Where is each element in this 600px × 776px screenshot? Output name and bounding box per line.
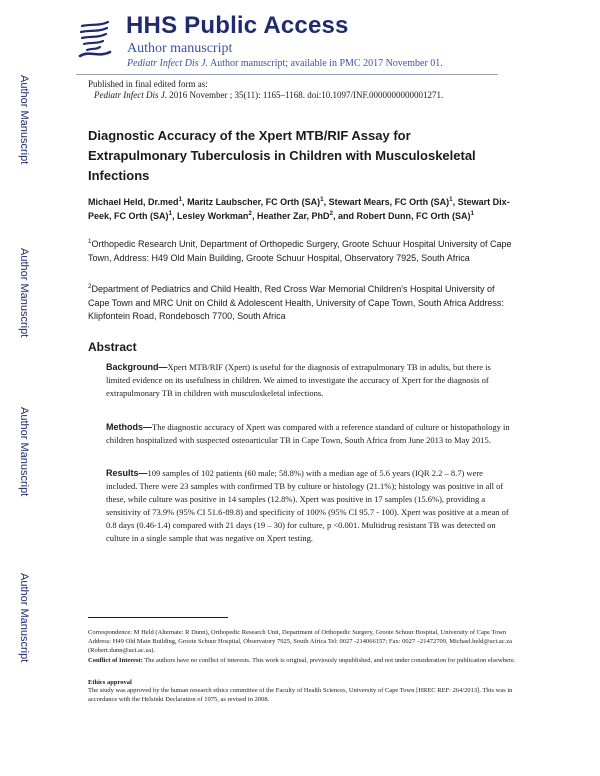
author-list <box>88 196 518 223</box>
methods-label: Methods— <box>106 422 152 432</box>
author-affiliation-mark: 1 <box>470 209 475 217</box>
affiliation-1 <box>88 238 518 265</box>
author-name: Michael Held, Dr.med <box>88 197 179 207</box>
ethics-heading: Ethics approval <box>88 679 132 686</box>
author-affiliation-mark: 2 <box>248 209 252 217</box>
affiliation-number: 2 <box>88 283 92 290</box>
affiliation-text: Department of Pediatrics and Child Health, Red Cross War Memorial Children's Hospital University of Cape Town and MRC Unit on Child & Adolescent Health, University of Cape Town, South Africa Address: Klipfontein Road, Rondebosch 7700, South Africa <box>88 284 504 321</box>
journal-availability <box>127 58 443 69</box>
author-separator: , <box>182 197 188 207</box>
author-name: Lesley Workman <box>177 210 249 221</box>
abstract-results <box>106 467 511 545</box>
sidebar-label-author-manuscript: Author Manuscript <box>18 248 30 338</box>
hhs-eagle-logo-icon <box>76 16 114 62</box>
abstract-heading: Abstract <box>88 340 137 354</box>
author-separator: , and <box>333 210 357 221</box>
affiliation-number: 1 <box>88 238 92 245</box>
author-separator: , <box>251 210 257 221</box>
citation-details: 2016 November ; 35(11): 1165–1168. doi:10.1097/INF.0000000000001271. <box>166 90 444 100</box>
header-divider <box>76 74 498 75</box>
citation-journal: Pediatr Infect Dis J. <box>94 90 167 100</box>
footnote-divider <box>88 617 228 618</box>
affiliation-2 <box>88 283 518 324</box>
hhs-public-access-title: HHS Public Access <box>126 12 349 39</box>
author-name: Maritz Laubscher, FC Orth (SA) <box>187 197 321 207</box>
abstract-methods <box>106 421 511 447</box>
availability-text: Author manuscript; available in PMC 2017 November 01. <box>208 58 443 69</box>
results-label: Results— <box>106 468 148 478</box>
author-name: Stewart Dix-Peek, FC Orth (SA) <box>88 197 510 221</box>
author-affiliation-mark: 1 <box>320 196 324 203</box>
author-name: Robert Dunn, FC Orth (SA) <box>356 210 471 221</box>
background-text: Xpert MTB/RIF (Xpert) is useful for the diagnosis of extrapulmonary TB in adults, but there is limited evidence on its usefulness in children. We aimed to investigate the accuracy of Xpert for the diagnosis of extrapulmonary TB in children with musculoskeletal infections. <box>106 362 491 398</box>
affiliation-text: Orthopedic Research Unit, Department of Orthopedic Surgery, Groote Schuur Hospital University of Cape Town, Address: H49 Old Main Building, Groote Schuur Hospital, Observatory 7925, South Africa <box>88 239 512 263</box>
correspondence-footnote: Correspondence: M Held (Alternate: R Dunn), Orthopedic Research Unit, Department of Orthopedic Surgery, Groote Schuur Hospital, University of Cape Town Address: H49 Old Main Building, Groote Schuur Hospital, Observatory 7925, South Africa Tel: 0027 -214066157; Fax: 0027 –21472709, Michael.held@uct.ac.za (Robert.dunn@uct.ac.za). <box>88 629 513 654</box>
abstract-background <box>106 361 511 400</box>
author-affiliation-mark: 1 <box>449 196 453 203</box>
author-name: Heather Zar, PhD <box>256 210 330 221</box>
author-separator: , <box>452 197 458 207</box>
conflict-label: Conflict of Interest: <box>88 657 143 664</box>
author-separator: , <box>323 197 329 207</box>
journal-abbrev: Pediatr Infect Dis J. <box>127 58 209 69</box>
author-manuscript-subtitle: Author manuscript <box>127 41 233 56</box>
conflict-footnote <box>88 656 518 665</box>
author-separator: , <box>172 210 178 221</box>
publication-info <box>88 79 443 101</box>
conflict-text: The authors have no conflict of interests. This work is original, previously unpublished, and not under consideration for publication elsewhere. <box>142 657 516 664</box>
ethics-text: The study was approved by the human research ethics committee of the Faculty of Health Sciences, University of Cape Town [HREC REF: 264/2013]. This was in accordance with the Helsinki Declaration of 1975, as revised in 2008. <box>88 687 513 703</box>
methods-text: The diagnostic accuracy of Xpert was compared with a reference standard of culture or histopathology in children hospitalized with suspected osteoarticular TB in Cape Town, South Africa from June 2013 to May 2015. <box>106 422 510 445</box>
author-affiliation-mark: 2 <box>329 209 333 217</box>
sidebar-label-author-manuscript: Author Manuscript <box>18 573 30 663</box>
author-affiliation-mark: 1 <box>178 196 183 203</box>
author-affiliation-mark: 1 <box>168 209 173 217</box>
published-in-label: Published in final edited form as: <box>88 79 208 89</box>
author-name: Stewart Mears, FC Orth (SA) <box>328 197 450 207</box>
sidebar-label-author-manuscript: Author Manuscript <box>18 75 30 165</box>
citation-line <box>88 90 443 101</box>
sidebar-label-author-manuscript: Author Manuscript <box>18 407 30 497</box>
background-label: Background— <box>106 362 168 372</box>
results-text: 109 samples of 102 patients (60 male; 58.8%) with a median age of 5.6 years (IQR 2.2 – 8.7) were included. There were 23 samples with confirmed TB by culture or histology (21.1%); histology was positive in all of these, while culture was positive in 14 samples (12.8%). Xpert was positive in 17 samples (15.6%), providing a sensitivity of 73.9% (95% CI 51.6-89.8) and specificity of 100% (95% CI 95.7 - 100). Xpert was positive at a mean of 0.8 days (0.46-1.4) compared with 21 days (19 – 30) for culture, p <0.001. Multidrug resistant TB was detected on culture in a single sample that was negative on Xpert testing. <box>106 468 509 543</box>
article-title: Diagnostic Accuracy of the Xpert MTB/RIF Assay for Extrapulmonary Tuberculosis in Children with Musculoskeletal Infections <box>88 128 476 183</box>
